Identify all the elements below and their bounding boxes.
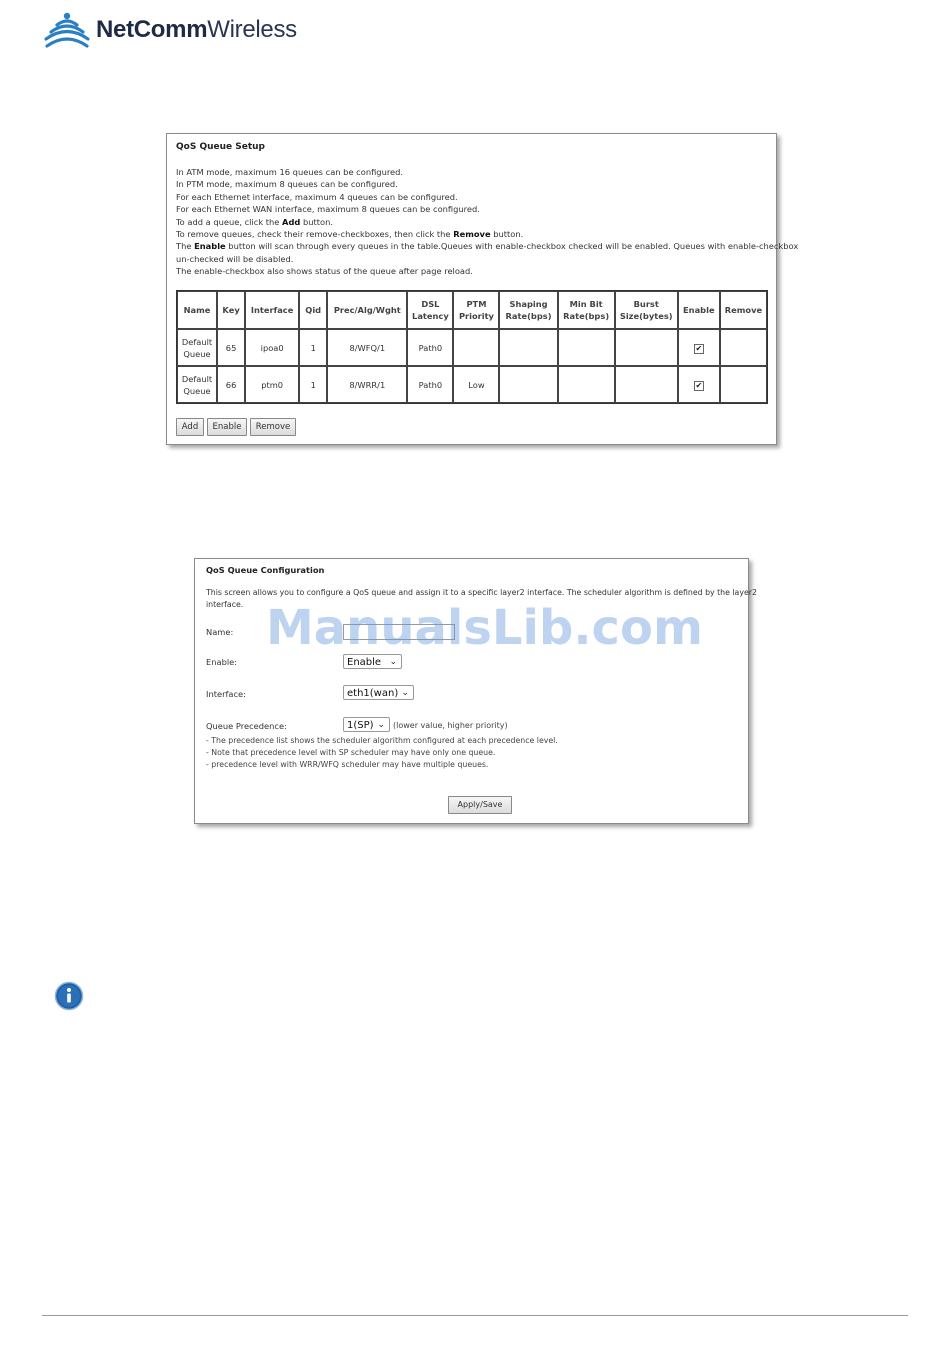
- remove-button[interactable]: Remove: [250, 418, 296, 436]
- precedence-label: Queue Precedence:: [206, 721, 287, 731]
- brand-logo: [44, 10, 297, 50]
- cell-burst: [615, 329, 678, 366]
- enable-select-value: Enable: [347, 657, 382, 668]
- brand-name: NetCommWireless: [96, 16, 297, 43]
- queue-table: [176, 290, 768, 404]
- enable-select[interactable]: [343, 654, 402, 669]
- cell-remove: [720, 366, 767, 403]
- precedence-notes: [206, 735, 558, 771]
- cell-minbit: [558, 366, 615, 403]
- cell-key: 65: [217, 329, 245, 366]
- setup-line: In PTM mode, maximum 8 queues can be configured.: [176, 179, 398, 190]
- setup-line-enable: The Enable button will scan through every queues in the table.Queues with enable-checkbox checked will be enabled. Queues with enable-checkbox: [176, 241, 799, 252]
- cell-shaping: [499, 366, 557, 403]
- cell-minbit: [558, 329, 615, 366]
- table-row: [177, 366, 767, 403]
- col-header: Interface: [245, 291, 299, 329]
- footer-divider: [42, 1315, 908, 1316]
- enable-label: Enable:: [206, 657, 238, 667]
- add-button[interactable]: Add: [176, 418, 204, 436]
- wifi-waves-icon: [44, 12, 90, 48]
- cell-name: Default Queue: [177, 366, 217, 403]
- cell-remove: [720, 329, 767, 366]
- chevron-down-icon: ⌄: [389, 657, 397, 667]
- chevron-down-icon: ⌄: [377, 720, 385, 730]
- info-icon: [54, 981, 84, 1015]
- precedence-select[interactable]: [343, 717, 390, 732]
- interface-select[interactable]: [343, 685, 414, 700]
- note-line: - Note that precedence level with SP scheduler may have only one queue.: [206, 748, 496, 757]
- qos-queue-config-panel: [194, 558, 757, 824]
- setup-line: In ATM mode, maximum 16 queues can be configured.: [176, 167, 404, 177]
- col-header: Enable: [678, 291, 720, 329]
- col-header: Key: [217, 291, 245, 329]
- col-header: Shaping Rate(bps): [499, 291, 557, 329]
- setup-title: QoS Queue Setup: [176, 142, 265, 152]
- col-header: Burst Size(bytes): [615, 291, 678, 329]
- cell-key: 66: [217, 366, 245, 403]
- config-desc-line: interface.: [206, 600, 244, 609]
- setup-description: [176, 166, 798, 278]
- apply-save-button[interactable]: Apply/Save: [448, 796, 512, 814]
- col-header: DSL Latency: [407, 291, 453, 329]
- note-line: - The precedence list shows the scheduler algorithm configured at each precedence level.: [206, 736, 558, 745]
- table-row: [177, 329, 767, 366]
- name-label: Name:: [206, 627, 234, 637]
- cell-ptm: Low: [453, 366, 499, 403]
- enable-checkbox[interactable]: ✔: [695, 343, 703, 353]
- cell-burst: [615, 366, 678, 403]
- enable-checkbox[interactable]: ✔: [695, 380, 703, 390]
- interface-label: Interface:: [206, 689, 246, 699]
- note-line: - precedence level with WRR/WFQ scheduler may have multiple queues.: [206, 760, 489, 769]
- cell-ptm: [453, 329, 499, 366]
- interface-select-value: eth1(wan): [347, 688, 399, 699]
- col-header: Prec/Alg/Wght: [327, 291, 407, 329]
- enable-button[interactable]: Enable: [207, 418, 247, 436]
- cell-shaping: [499, 329, 557, 366]
- precedence-select-value: 1(SP): [347, 720, 374, 731]
- config-desc-line: This screen allows you to configure a QoS queue and assign it to a specific layer2 interface. The scheduler algorithm is defined by the layer2: [206, 588, 757, 597]
- cell-latency: Path0: [407, 366, 453, 403]
- setup-line: un-checked will be disabled.: [176, 253, 294, 264]
- col-header: Min Bit Rate(bps): [558, 291, 615, 329]
- watermark: ManualsLib.com: [266, 600, 703, 656]
- setup-line: For each Ethernet interface, maximum 4 queues can be configured.: [176, 191, 458, 202]
- setup-line: The enable-checkbox also shows status of the queue after page reload.: [176, 266, 473, 277]
- cell-name: Default Queue: [177, 329, 217, 366]
- col-header: PTM Priority: [453, 291, 499, 329]
- col-header: Remove: [720, 291, 767, 329]
- cell-prec: 8/WRR/1: [327, 366, 407, 403]
- cell-latency: Path0: [407, 329, 453, 366]
- chevron-down-icon: ⌄: [401, 688, 409, 698]
- cell-prec: 8/WFQ/1: [327, 329, 407, 366]
- cell-enable: [678, 366, 720, 403]
- table-header-row: [177, 291, 767, 329]
- cell-interface: ptm0: [245, 366, 299, 403]
- config-title: QoS Queue Configuration: [206, 565, 325, 575]
- cell-interface: ipoa0: [245, 329, 299, 366]
- precedence-hint: (lower value, higher priority): [393, 721, 508, 730]
- setup-line-add: To add a queue, click the Add button.: [176, 216, 333, 227]
- cell-enable: [678, 329, 720, 366]
- col-header: Name: [177, 291, 217, 329]
- col-header: Qid: [299, 291, 327, 329]
- setup-line-remove: To remove queues, check their remove-checkboxes, then click the Remove button.: [176, 229, 524, 240]
- setup-line: For each Ethernet WAN interface, maximum 8 queues can be configured.: [176, 204, 480, 215]
- cell-qid: 1: [299, 366, 327, 403]
- cell-qid: 1: [299, 329, 327, 366]
- qos-queue-setup-panel: [166, 133, 799, 445]
